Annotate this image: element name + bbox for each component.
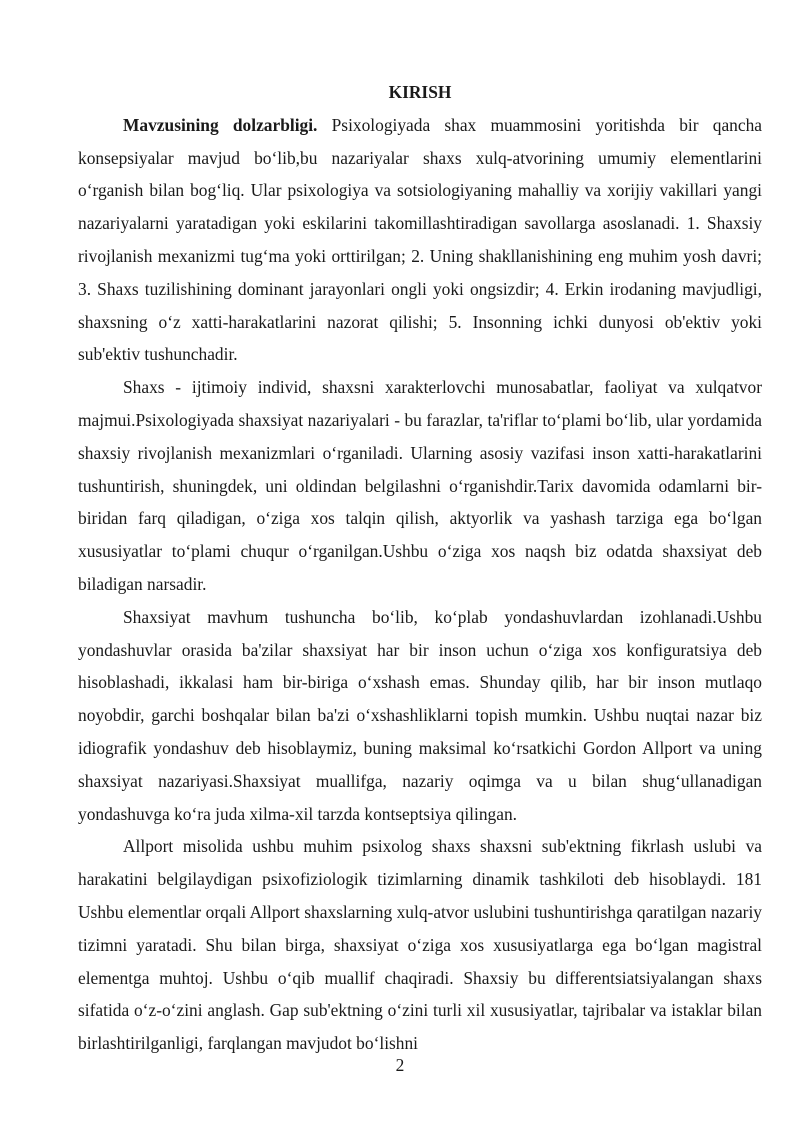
paragraph-personality-approaches: Shaxsiyat mavhum tushuncha bo‘lib, ko‘plab yondashuvlardan izohlanadi.Ushbu yondashuvlar orasida ba'zilar shaxsiyat har bir inson uchun o‘ziga xos konfiguratsiya deb hisoblashadi, ikkalasi ham bir-biriga o‘xshash emas. Shunday qilib, har bir inson mutlaqo noyobdir, garchi boshqalar bilan ba'zi o‘xshashliklarni topish mumkin. Ushbu nuqtai nazar biz idiografik yondashuv deb hisoblaymiz, buning maksimal ko‘rsatkichi Gordon Allport va uning shaxsiyat nazariyasi.Shaxsiyat muallifga, nazariy oqimga va u bilan shug‘ullanadigan yondashuvga ko‘ra juda xilma-xil tarzda kontseptsiya qilingan. bbox=[78, 606, 762, 824]
page-number: 2 bbox=[395, 1055, 405, 1075]
paragraph-relevance bbox=[78, 109, 762, 371]
paragraph-allport: Allport misolida ushbu muhim psixolog shaxs shaxsni sub'ektning fikrlash uslubi va harakatini belgilaydigan psixofiziologik tizimlarning dinamik tashkiloti deb hisoblaydi. 181 Ushbu elementlar orqali Allport shaxslarning xulq-atvor uslubini tushuntirishga qaratilgan nazariy tizimni yaratadi. Shu bilan birga, shaxsiyat o‘ziga xos xususiyatlarga ega bo‘lgan magistral elementga muhtoj. Ushbu o‘qib muallif chaqiradi. Shaxsiy bu differentsiatsiyalangan shaxs sifatida o‘z-o‘zini anglash. Gap sub'ektning o‘zini turli xil xususiyatlar, tajribalar va istaklar bilan birlashtirilganligi, farqlangan mavjudot bo‘lishni bbox=[78, 836, 762, 1054]
paragraph-lead: Mavzusining dolzarbligi. bbox=[123, 114, 318, 135]
paragraph-text: Psixologiyada shax muammosini yoritishda bir qancha konsepsiyalar mavjud bo‘lib,bu nazariyalar shaxs xulq-atvorining umumiy elementlarini o‘rganish bilan bog‘liq. Ular psixologiya va sotsiologiyaning mahalliy va xorijiy vakillari yangi nazariyalarni yaratadigan yoki eskilarini takomillashtiradigan savollarga asoslanadi. 1. Shaxsiy rivojlanish mexanizmi tug‘ma yoki orttirilgan; 2. Uning shakllanishining eng muhim yosh davri; 3. Shaxs tuzilishining dominant jarayonlari ongli yoki ongsizdir; 4. Erkin irodaning mavjudligi, shaxsning o‘z xatti-harakatlarini nazorat qilishi; 5. Insonning ichki dunyosi ob'ektiv yoki sub'ektiv tushunchadir. bbox=[78, 114, 762, 365]
section-title: KIRISH bbox=[388, 82, 452, 102]
document-page bbox=[78, 76, 762, 1060]
paragraph-personality-definition: Shaxs - ijtimoiy individ, shaxsni xarakterlovchi munosabatlar, faoliyat va xulqatvor majmui.Psixologiyada shaxsiyat nazariyalari - bu farazlar, ta'riflar to‘plami bo‘lib, ular yordamida shaxsiy rivojlanish mexanizmlari o‘rganiladi. Ularning asosiy vazifasi inson xatti-harakatlarini tushuntirish, shuningdek, uni oldindan belgilashni o‘rganishdir.Tarix davomida odamlarni bir-biridan farq qiladigan, o‘ziga xos talqin qilish, aktyorlik va yashash tarziga ega bo‘lgan xususiyatlar to‘plami chuqur o‘rganilgan.Ushbu o‘ziga xos naqsh biz odatda shaxsiyat deb biladigan narsadir. bbox=[78, 377, 762, 594]
